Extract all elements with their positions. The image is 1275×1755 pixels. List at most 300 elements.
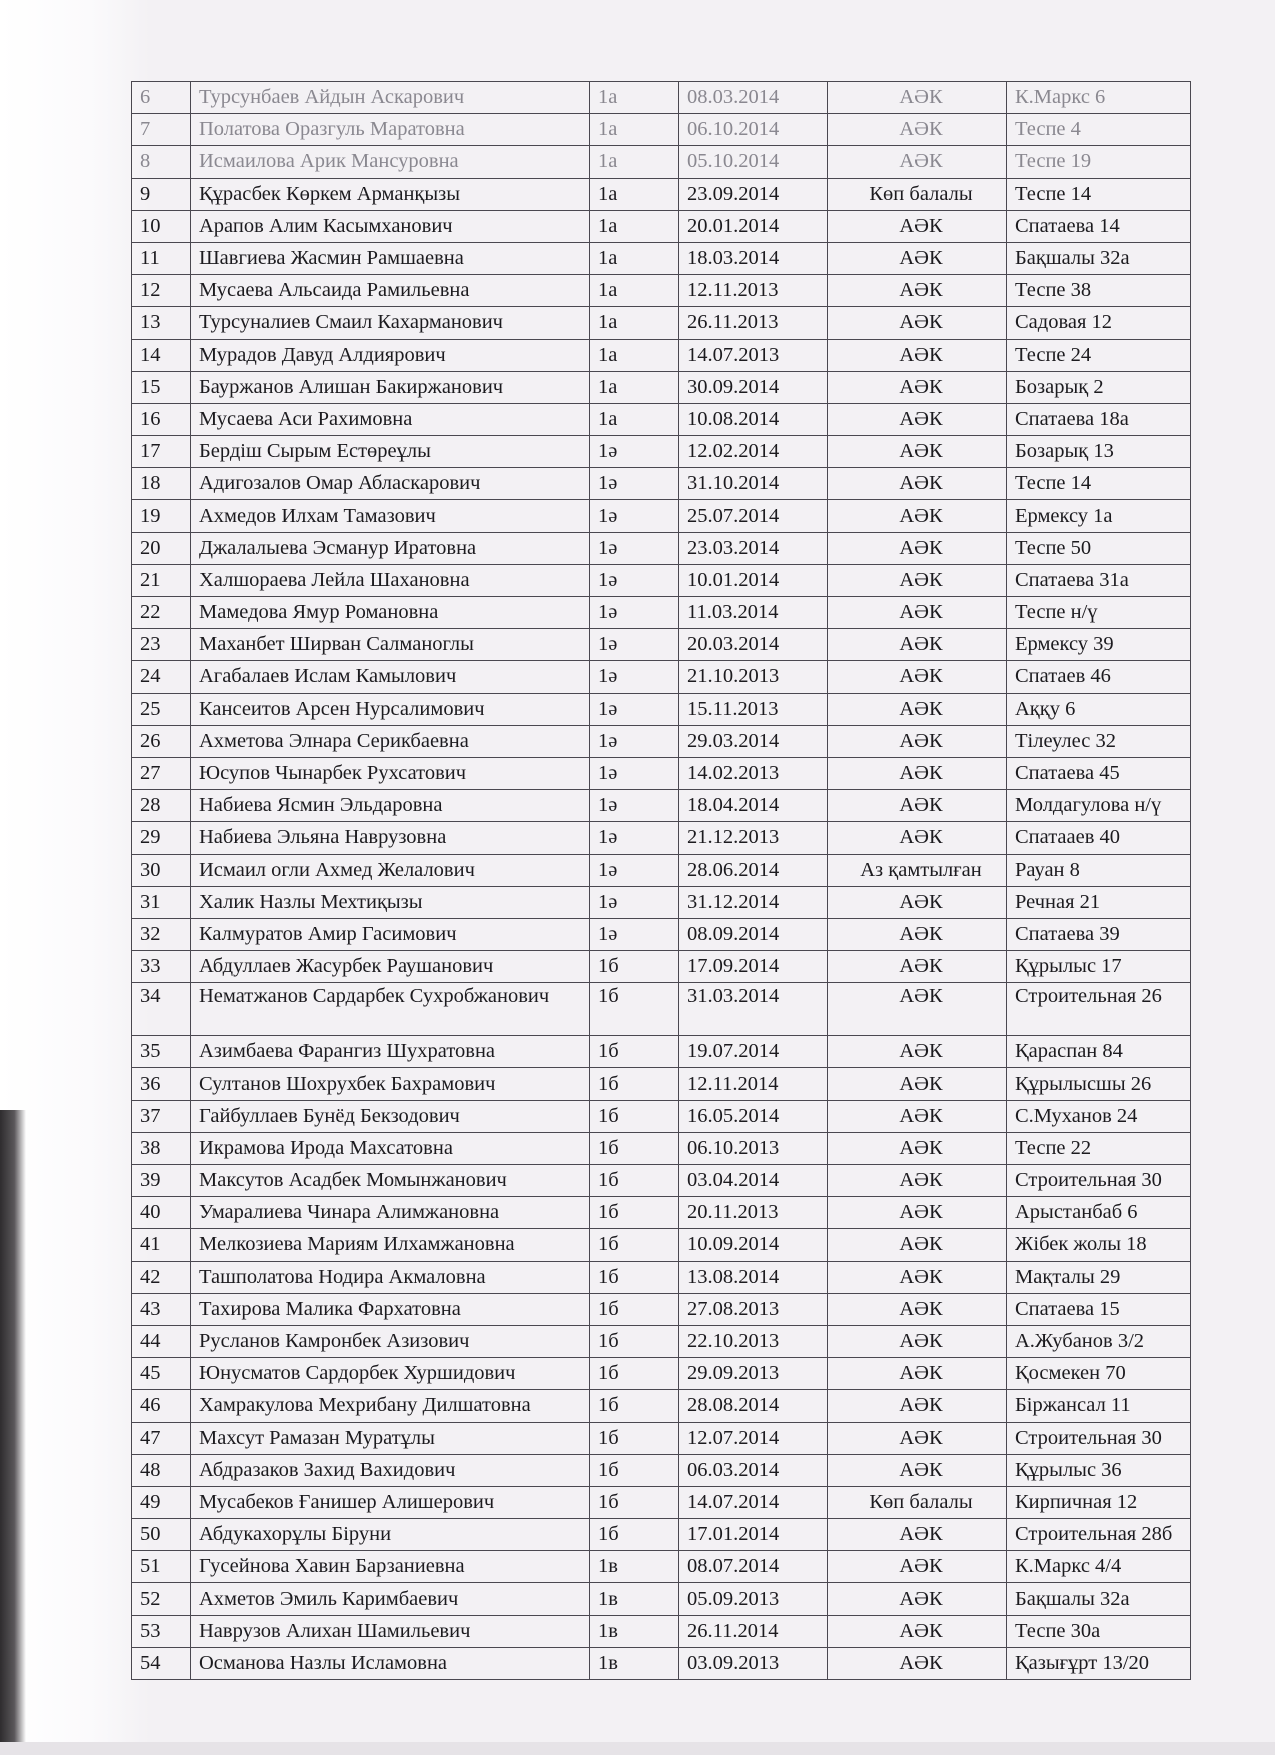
birth-date-cell: 08.03.2014	[679, 82, 828, 114]
student-name-cell: Русланов Камронбек Азизович	[191, 1325, 590, 1357]
class-group-cell: 1б	[590, 1293, 679, 1325]
row-number-cell: 52	[132, 1583, 191, 1615]
home-address-cell: Теспе 19	[1007, 146, 1191, 178]
row-number-cell: 43	[132, 1293, 191, 1325]
class-group-cell: 1в	[590, 1551, 679, 1583]
row-number-cell: 8	[132, 146, 191, 178]
class-group-cell: 1ә	[590, 629, 679, 661]
birth-date-cell: 19.07.2014	[679, 1036, 828, 1068]
social-category-cell: АӘК	[828, 146, 1007, 178]
student-name-cell: Умаралиева Чинара Алимжановна	[191, 1197, 590, 1229]
social-category-cell: АӘК	[828, 1036, 1007, 1068]
birth-date-cell: 13.08.2014	[679, 1261, 828, 1293]
table-row	[132, 82, 1191, 114]
social-category-cell: АӘК	[828, 725, 1007, 757]
student-name-cell: Гусейнова Хавин Барзаниевна	[191, 1551, 590, 1583]
home-address-cell: А.Жубанов 3/2	[1007, 1325, 1191, 1357]
home-address-cell: Кирпичная 12	[1007, 1486, 1191, 1518]
student-name-cell: Юнусматов Сардорбек Хуршидович	[191, 1358, 590, 1390]
home-address-cell: Спатааев 40	[1007, 822, 1191, 854]
student-name-cell: Мусаева Аси Рахимовна	[191, 403, 590, 435]
table-row	[132, 886, 1191, 918]
row-number-cell: 47	[132, 1422, 191, 1454]
home-address-cell: Қазығұрт 13/20	[1007, 1647, 1191, 1679]
birth-date-cell: 08.07.2014	[679, 1551, 828, 1583]
table-row	[132, 371, 1191, 403]
birth-date-cell: 18.03.2014	[679, 242, 828, 274]
student-name-cell: Калмуратов Амир Гасимович	[191, 918, 590, 950]
class-group-cell: 1б	[590, 1229, 679, 1261]
social-category-cell: АӘК	[828, 371, 1007, 403]
student-name-cell: Османова Назлы Исламовна	[191, 1647, 590, 1679]
row-number-cell: 23	[132, 629, 191, 661]
birth-date-cell: 20.01.2014	[679, 210, 828, 242]
class-group-cell: 1б	[590, 1068, 679, 1100]
class-group-cell: 1б	[590, 1358, 679, 1390]
birth-date-cell: 28.08.2014	[679, 1390, 828, 1422]
scan-bottom-edge	[0, 1742, 1275, 1755]
table-row	[132, 275, 1191, 307]
student-name-cell: Бердіш Сырым Естөреұлы	[191, 436, 590, 468]
student-name-cell: Махсут Рамазан Муратұлы	[191, 1422, 590, 1454]
table-row	[132, 951, 1191, 983]
home-address-cell: Біржансал 11	[1007, 1390, 1191, 1422]
social-category-cell: АӘК	[828, 1068, 1007, 1100]
student-name-cell: Турсуналиев Смаил Кахарманович	[191, 307, 590, 339]
social-category-cell: АӘК	[828, 436, 1007, 468]
row-number-cell: 31	[132, 886, 191, 918]
student-roster-table	[131, 81, 1191, 1680]
birth-date-cell: 21.10.2013	[679, 661, 828, 693]
class-group-cell: 1б	[590, 1454, 679, 1486]
home-address-cell: Қараспан 84	[1007, 1036, 1191, 1068]
class-group-cell: 1ә	[590, 436, 679, 468]
class-group-cell: 1ә	[590, 757, 679, 789]
social-category-cell: Көп балалы	[828, 178, 1007, 210]
social-category-cell: АӘК	[828, 693, 1007, 725]
student-name-cell: Хамракулова Мехрибану Дилшатовна	[191, 1390, 590, 1422]
social-category-cell: АӘК	[828, 1519, 1007, 1551]
birth-date-cell: 12.11.2013	[679, 275, 828, 307]
class-group-cell: 1а	[590, 210, 679, 242]
birth-date-cell: 05.09.2013	[679, 1583, 828, 1615]
home-address-cell: Теспе н/ү	[1007, 597, 1191, 629]
birth-date-cell: 10.09.2014	[679, 1229, 828, 1261]
birth-date-cell: 12.02.2014	[679, 436, 828, 468]
student-name-cell: Абдукахорұлы Біруни	[191, 1519, 590, 1551]
table-row	[132, 854, 1191, 886]
student-name-cell: Абдуллаев Жасурбек Раушанович	[191, 951, 590, 983]
student-name-cell: Абдразаков Захид Вахидович	[191, 1454, 590, 1486]
birth-date-cell: 18.04.2014	[679, 790, 828, 822]
social-category-cell: АӘК	[828, 1197, 1007, 1229]
student-name-cell: Құрасбек Көркем Арманқызы	[191, 178, 590, 210]
social-category-cell: АӘК	[828, 1583, 1007, 1615]
birth-date-cell: 28.06.2014	[679, 854, 828, 886]
student-name-cell: Турсунбаев Айдын Аскарович	[191, 82, 590, 114]
class-group-cell: 1ә	[590, 790, 679, 822]
student-name-cell: Мусабеков Ғанишер Алишерович	[191, 1486, 590, 1518]
student-name-cell: Ахметов Эмиль Каримбаевич	[191, 1583, 590, 1615]
row-number-cell: 53	[132, 1615, 191, 1647]
social-category-cell: АӘК	[828, 468, 1007, 500]
student-name-cell: Шавгиева Жасмин Рамшаевна	[191, 242, 590, 274]
home-address-cell: Теспе 4	[1007, 114, 1191, 146]
birth-date-cell: 26.11.2014	[679, 1615, 828, 1647]
home-address-cell: Қосмекен 70	[1007, 1358, 1191, 1390]
student-name-cell: Халик Назлы Мехтиқызы	[191, 886, 590, 918]
home-address-cell: Теспе 50	[1007, 532, 1191, 564]
class-group-cell: 1б	[590, 1036, 679, 1068]
student-name-cell: Гайбуллаев Бунёд Бекзодович	[191, 1100, 590, 1132]
social-category-cell: АӘК	[828, 242, 1007, 274]
birth-date-cell: 14.07.2014	[679, 1486, 828, 1518]
roster-body	[132, 82, 1191, 1680]
table-row	[132, 1100, 1191, 1132]
class-group-cell: 1б	[590, 1132, 679, 1164]
class-group-cell: 1ә	[590, 918, 679, 950]
class-group-cell: 1а	[590, 178, 679, 210]
table-row	[132, 1165, 1191, 1197]
table-row	[132, 1068, 1191, 1100]
student-name-cell: Мурадов Давуд Алдиярович	[191, 339, 590, 371]
home-address-cell: Спатаев 46	[1007, 661, 1191, 693]
student-name-cell: Халшораева Лейла Шахановна	[191, 564, 590, 596]
row-number-cell: 13	[132, 307, 191, 339]
class-group-cell: 1б	[590, 1261, 679, 1293]
table-row	[132, 1519, 1191, 1551]
row-number-cell: 9	[132, 178, 191, 210]
birth-date-cell: 14.02.2013	[679, 757, 828, 789]
class-group-cell: 1ә	[590, 597, 679, 629]
social-category-cell: АӘК	[828, 951, 1007, 983]
class-group-cell: 1а	[590, 242, 679, 274]
row-number-cell: 40	[132, 1197, 191, 1229]
class-group-cell: 1б	[590, 1422, 679, 1454]
class-group-cell: 1ә	[590, 468, 679, 500]
table-row	[132, 918, 1191, 950]
home-address-cell: С.Муханов 24	[1007, 1100, 1191, 1132]
social-category-cell: АӘК	[828, 983, 1007, 1036]
row-number-cell: 28	[132, 790, 191, 822]
class-group-cell: 1б	[590, 983, 679, 1036]
class-group-cell: 1б	[590, 1486, 679, 1518]
home-address-cell: Ермексу 39	[1007, 629, 1191, 661]
class-group-cell: 1в	[590, 1647, 679, 1679]
home-address-cell: Спатаева 15	[1007, 1293, 1191, 1325]
birth-date-cell: 17.01.2014	[679, 1519, 828, 1551]
row-number-cell: 48	[132, 1454, 191, 1486]
social-category-cell: АӘК	[828, 114, 1007, 146]
student-name-cell: Арапов Алим Касымханович	[191, 210, 590, 242]
social-category-cell: АӘК	[828, 1454, 1007, 1486]
class-group-cell: 1б	[590, 1197, 679, 1229]
birth-date-cell: 26.11.2013	[679, 307, 828, 339]
row-number-cell: 22	[132, 597, 191, 629]
table-row	[132, 1486, 1191, 1518]
row-number-cell: 26	[132, 725, 191, 757]
table-row	[132, 629, 1191, 661]
home-address-cell: Теспе 24	[1007, 339, 1191, 371]
birth-date-cell: 23.09.2014	[679, 178, 828, 210]
birth-date-cell: 06.03.2014	[679, 1454, 828, 1486]
table-row	[132, 1390, 1191, 1422]
row-number-cell: 25	[132, 693, 191, 725]
table-row	[132, 210, 1191, 242]
row-number-cell: 44	[132, 1325, 191, 1357]
table-row	[132, 178, 1191, 210]
student-name-cell: Маханбет Ширван Салманоглы	[191, 629, 590, 661]
home-address-cell: Строительная 26	[1007, 983, 1191, 1036]
birth-date-cell: 29.09.2013	[679, 1358, 828, 1390]
home-address-cell: Бозарық 13	[1007, 436, 1191, 468]
student-name-cell: Ташполатова Нодира Акмаловна	[191, 1261, 590, 1293]
birth-date-cell: 23.03.2014	[679, 532, 828, 564]
social-category-cell: АӘК	[828, 307, 1007, 339]
birth-date-cell: 25.07.2014	[679, 500, 828, 532]
social-category-cell: АӘК	[828, 564, 1007, 596]
table-row	[132, 725, 1191, 757]
row-number-cell: 49	[132, 1486, 191, 1518]
birth-date-cell: 06.10.2013	[679, 1132, 828, 1164]
class-group-cell: 1б	[590, 951, 679, 983]
birth-date-cell: 17.09.2014	[679, 951, 828, 983]
home-address-cell: К.Маркс 6	[1007, 82, 1191, 114]
row-number-cell: 50	[132, 1519, 191, 1551]
home-address-cell: Строительная 28б	[1007, 1519, 1191, 1551]
home-address-cell: Құрылыс 36	[1007, 1454, 1191, 1486]
class-group-cell: 1б	[590, 1519, 679, 1551]
class-group-cell: 1а	[590, 275, 679, 307]
social-category-cell: АӘК	[828, 597, 1007, 629]
table-row	[132, 1551, 1191, 1583]
table-row	[132, 532, 1191, 564]
class-group-cell: 1а	[590, 307, 679, 339]
social-category-cell: АӘК	[828, 1358, 1007, 1390]
student-name-cell: Азимбаева Фарангиз Шухратовна	[191, 1036, 590, 1068]
birth-date-cell: 31.12.2014	[679, 886, 828, 918]
table-row	[132, 1358, 1191, 1390]
birth-date-cell: 03.04.2014	[679, 1165, 828, 1197]
social-category-cell: АӘК	[828, 1229, 1007, 1261]
social-category-cell: АӘК	[828, 1615, 1007, 1647]
row-number-cell: 27	[132, 757, 191, 789]
home-address-cell: Арыстанбаб 6	[1007, 1197, 1191, 1229]
student-name-cell: Максутов Асадбек Момынжанович	[191, 1165, 590, 1197]
class-group-cell: 1ә	[590, 532, 679, 564]
row-number-cell: 41	[132, 1229, 191, 1261]
row-number-cell: 42	[132, 1261, 191, 1293]
table-row	[132, 822, 1191, 854]
birth-date-cell: 31.10.2014	[679, 468, 828, 500]
home-address-cell: Құрылыс 17	[1007, 951, 1191, 983]
birth-date-cell: 03.09.2013	[679, 1647, 828, 1679]
birth-date-cell: 21.12.2013	[679, 822, 828, 854]
table-row	[132, 1454, 1191, 1486]
social-category-cell: АӘК	[828, 757, 1007, 789]
social-category-cell: АӘК	[828, 1390, 1007, 1422]
birth-date-cell: 12.07.2014	[679, 1422, 828, 1454]
birth-date-cell: 06.10.2014	[679, 114, 828, 146]
social-category-cell: АӘК	[828, 1422, 1007, 1454]
student-name-cell: Набиева Ясмин Эльдаровна	[191, 790, 590, 822]
social-category-cell: АӘК	[828, 210, 1007, 242]
home-address-cell: Теспе 38	[1007, 275, 1191, 307]
class-group-cell: 1а	[590, 82, 679, 114]
home-address-cell: Теспе 22	[1007, 1132, 1191, 1164]
social-category-cell: АӘК	[828, 1165, 1007, 1197]
home-address-cell: Теспе 14	[1007, 178, 1191, 210]
class-group-cell: 1ә	[590, 854, 679, 886]
birth-date-cell: 20.03.2014	[679, 629, 828, 661]
social-category-cell: АӘК	[828, 403, 1007, 435]
row-number-cell: 15	[132, 371, 191, 403]
row-number-cell: 54	[132, 1647, 191, 1679]
home-address-cell: Спатаева 31а	[1007, 564, 1191, 596]
home-address-cell: Теспе 30а	[1007, 1615, 1191, 1647]
class-group-cell: 1в	[590, 1583, 679, 1615]
student-name-cell: Исмаилова Арик Мансуровна	[191, 146, 590, 178]
social-category-cell: АӘК	[828, 1100, 1007, 1132]
table-row	[132, 468, 1191, 500]
home-address-cell: Спатаева 18а	[1007, 403, 1191, 435]
table-row	[132, 693, 1191, 725]
student-name-cell: Набиева Эльяна Наврузовна	[191, 822, 590, 854]
table-row	[132, 146, 1191, 178]
class-group-cell: 1ә	[590, 500, 679, 532]
student-name-cell: Юсупов Чынарбек Рухсатович	[191, 757, 590, 789]
class-group-cell: 1б	[590, 1390, 679, 1422]
student-name-cell: Агабалаев Ислам Камылович	[191, 661, 590, 693]
home-address-cell: Спатаева 45	[1007, 757, 1191, 789]
class-group-cell: 1ә	[590, 564, 679, 596]
birth-date-cell: 16.05.2014	[679, 1100, 828, 1132]
table-row	[132, 1615, 1191, 1647]
home-address-cell: Құрылысшы 26	[1007, 1068, 1191, 1100]
home-address-cell: Тілеулес 32	[1007, 725, 1191, 757]
row-number-cell: 20	[132, 532, 191, 564]
student-name-cell: Наврузов Алихан Шамильевич	[191, 1615, 590, 1647]
social-category-cell: АӘК	[828, 1551, 1007, 1583]
home-address-cell: Бозарық 2	[1007, 371, 1191, 403]
social-category-cell: АӘК	[828, 275, 1007, 307]
home-address-cell: Садовая 12	[1007, 307, 1191, 339]
row-number-cell: 11	[132, 242, 191, 274]
social-category-cell: Көп балалы	[828, 1486, 1007, 1518]
birth-date-cell: 10.01.2014	[679, 564, 828, 596]
social-category-cell: АӘК	[828, 629, 1007, 661]
class-group-cell: 1ә	[590, 822, 679, 854]
home-address-cell: Теспе 14	[1007, 468, 1191, 500]
birth-date-cell: 12.11.2014	[679, 1068, 828, 1100]
home-address-cell: Строительная 30	[1007, 1422, 1191, 1454]
student-name-cell: Полатова Оразгуль Маратовна	[191, 114, 590, 146]
table-row	[132, 1197, 1191, 1229]
birth-date-cell: 14.07.2013	[679, 339, 828, 371]
birth-date-cell: 31.03.2014	[679, 983, 828, 1036]
table-row	[132, 1229, 1191, 1261]
row-number-cell: 36	[132, 1068, 191, 1100]
social-category-cell: АӘК	[828, 1293, 1007, 1325]
home-address-cell: Жібек жолы 18	[1007, 1229, 1191, 1261]
student-name-cell: Мамедова Ямур Романовна	[191, 597, 590, 629]
table-row	[132, 1293, 1191, 1325]
class-group-cell: 1а	[590, 114, 679, 146]
row-number-cell: 51	[132, 1551, 191, 1583]
student-name-cell: Кансеитов Арсен Нурсалимович	[191, 693, 590, 725]
birth-date-cell: 10.08.2014	[679, 403, 828, 435]
row-number-cell: 17	[132, 436, 191, 468]
social-category-cell: АӘК	[828, 500, 1007, 532]
class-group-cell: 1б	[590, 1100, 679, 1132]
class-group-cell: 1ә	[590, 725, 679, 757]
row-number-cell: 12	[132, 275, 191, 307]
student-name-cell: Бауржанов Алишан Бакиржанович	[191, 371, 590, 403]
table-row	[132, 983, 1191, 1036]
home-address-cell: Строительная 30	[1007, 1165, 1191, 1197]
row-number-cell: 19	[132, 500, 191, 532]
home-address-cell: Рауан 8	[1007, 854, 1191, 886]
home-address-cell: Бақшалы 32а	[1007, 242, 1191, 274]
social-category-cell: АӘК	[828, 1132, 1007, 1164]
row-number-cell: 46	[132, 1390, 191, 1422]
table-row	[132, 564, 1191, 596]
birth-date-cell: 08.09.2014	[679, 918, 828, 950]
row-number-cell: 33	[132, 951, 191, 983]
home-address-cell: Ермексу 1а	[1007, 500, 1191, 532]
birth-date-cell: 29.03.2014	[679, 725, 828, 757]
student-name-cell: Султанов Шохрухбек Бахрамович	[191, 1068, 590, 1100]
table-row	[132, 757, 1191, 789]
row-number-cell: 37	[132, 1100, 191, 1132]
home-address-cell: Спатаева 39	[1007, 918, 1191, 950]
social-category-cell: АӘК	[828, 918, 1007, 950]
birth-date-cell: 30.09.2014	[679, 371, 828, 403]
class-group-cell: 1ә	[590, 661, 679, 693]
social-category-cell: АӘК	[828, 532, 1007, 564]
student-name-cell: Исмаил огли Ахмед Желалович	[191, 854, 590, 886]
row-number-cell: 45	[132, 1358, 191, 1390]
social-category-cell: Аз қамтылған	[828, 854, 1007, 886]
birth-date-cell: 15.11.2013	[679, 693, 828, 725]
birth-date-cell: 27.08.2013	[679, 1293, 828, 1325]
student-name-cell: Нематжанов Сардарбек Сухробжанович	[191, 983, 590, 1036]
table-row	[132, 1325, 1191, 1357]
home-address-cell: Аққу 6	[1007, 693, 1191, 725]
row-number-cell: 14	[132, 339, 191, 371]
class-group-cell: 1а	[590, 146, 679, 178]
home-address-cell: Мақталы 29	[1007, 1261, 1191, 1293]
row-number-cell: 30	[132, 854, 191, 886]
table-row	[132, 1261, 1191, 1293]
row-number-cell: 29	[132, 822, 191, 854]
table-row	[132, 1647, 1191, 1679]
table-row	[132, 114, 1191, 146]
home-address-cell: Молдагулова н/ү	[1007, 790, 1191, 822]
table-row	[132, 597, 1191, 629]
row-number-cell: 21	[132, 564, 191, 596]
row-number-cell: 34	[132, 983, 191, 1036]
birth-date-cell: 11.03.2014	[679, 597, 828, 629]
row-number-cell: 32	[132, 918, 191, 950]
table-row	[132, 1132, 1191, 1164]
student-name-cell: Адигозалов Омар Абласкарович	[191, 468, 590, 500]
student-name-cell: Ахмедов Илхам Тамазович	[191, 500, 590, 532]
row-number-cell: 18	[132, 468, 191, 500]
student-name-cell: Мусаева Альсаида Рамильевна	[191, 275, 590, 307]
row-number-cell: 24	[132, 661, 191, 693]
row-number-cell: 16	[132, 403, 191, 435]
